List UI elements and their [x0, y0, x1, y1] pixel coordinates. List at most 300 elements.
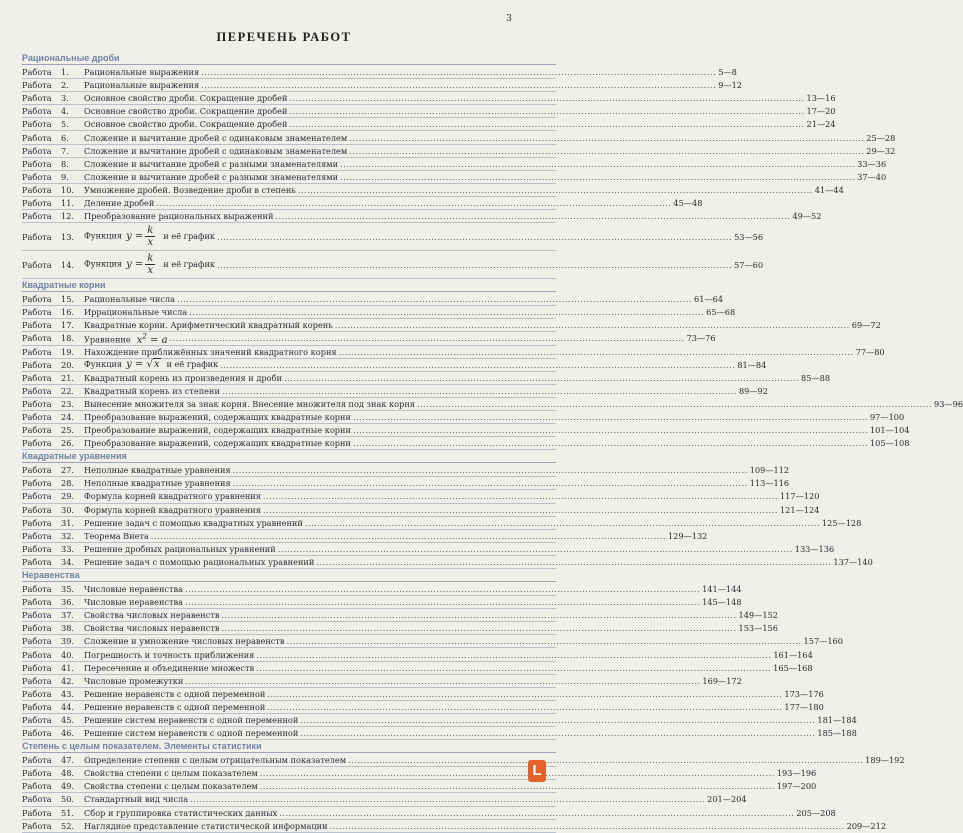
list-item [22, 820, 887, 833]
page-range: 149—152 [738, 610, 778, 621]
work-label: Работа [22, 636, 52, 647]
dot-leader [349, 145, 864, 157]
work-label: Работа [22, 359, 52, 370]
list-item [22, 118, 836, 131]
page-range: 9—12 [718, 80, 743, 91]
work-number [22, 398, 84, 410]
work-topic [84, 754, 346, 766]
work-index: 48. [61, 768, 75, 779]
work-topic-suffix: и её график [166, 359, 219, 370]
work-topic-text: Погрешность и точность приближения [84, 649, 255, 660]
work-index: 22. [61, 385, 75, 396]
radicand: x [153, 359, 160, 371]
list-item [22, 251, 764, 279]
page-range: 105—108 [869, 438, 910, 449]
work-number [22, 754, 84, 766]
dot-leader [275, 210, 790, 222]
work-label: Работа [22, 714, 52, 725]
work-number [22, 346, 84, 358]
list-item [22, 490, 820, 503]
list-item [22, 210, 822, 223]
work-topic [84, 184, 296, 196]
work-index: 34. [61, 556, 75, 567]
dot-leader [201, 66, 716, 78]
page-range: 41—44 [814, 184, 844, 195]
formula [126, 253, 157, 276]
work-label: Работа [22, 556, 52, 567]
dot-leader [222, 385, 737, 397]
work-topic [84, 437, 351, 449]
work-index: 17. [61, 320, 75, 331]
page-range: 17—20 [806, 106, 836, 117]
work-label: Работа [22, 755, 52, 766]
work-topic-text: Решение неравенств с одной переменной [84, 701, 266, 712]
page-range: 85—88 [801, 372, 831, 383]
dot-leader [417, 398, 932, 410]
list-item [22, 131, 896, 144]
list-item [22, 517, 862, 530]
work-number [22, 197, 84, 209]
work-number [22, 820, 84, 832]
page-range: 193—196 [776, 768, 817, 779]
work-topic [84, 118, 287, 130]
list-item [22, 79, 743, 92]
work-topic-text: Уравнение [84, 334, 131, 345]
list-item [22, 332, 716, 346]
page-range: 161—164 [773, 649, 813, 660]
work-label: Работа [22, 145, 52, 156]
work-topic [84, 583, 183, 595]
work-index: 41. [61, 662, 75, 673]
work-index: 46. [61, 728, 75, 739]
work-topic [84, 490, 261, 502]
work-topic-text: Квадратный корень из степени [84, 385, 220, 396]
work-index: 39. [61, 636, 75, 647]
work-topic [84, 424, 351, 436]
work-index: 2. [61, 80, 69, 91]
dot-leader [217, 259, 732, 271]
work-label: Работа [22, 584, 52, 595]
list-item [22, 543, 835, 556]
page-range: 45—48 [673, 197, 703, 208]
work-number [22, 210, 84, 222]
page-range: 137—140 [833, 556, 873, 567]
list-item [22, 158, 887, 171]
dot-leader [256, 662, 771, 674]
dot-leader [340, 158, 855, 170]
dot-leader [217, 231, 732, 243]
list-item [22, 385, 768, 398]
work-topic-text: Неполные квадратные уравнения [84, 465, 231, 476]
page-range: 209—212 [846, 820, 887, 831]
work-topic-text: Свойства числовых неравенств [84, 623, 220, 634]
work-topic [84, 293, 175, 305]
page-range: 201—204 [707, 794, 747, 805]
work-label: Работа [22, 412, 52, 423]
page-range: 157—160 [803, 636, 843, 647]
work-index: 42. [61, 675, 75, 686]
list-item [22, 197, 703, 210]
work-topic-text: Функция [84, 258, 123, 269]
work-label: Работа [22, 820, 52, 831]
formula-lhs: y = [126, 359, 144, 371]
work-index: 47. [61, 755, 75, 766]
page-range: 133—136 [794, 543, 835, 554]
fraction-denominator: x [147, 237, 154, 249]
work-index: 44. [61, 701, 75, 712]
work-index: 31. [61, 517, 75, 528]
work-topic-text: Вынесение множителя за знак корня. Внесение множителя под знак корня [84, 398, 415, 409]
work-topic [84, 530, 149, 542]
work-number [22, 118, 84, 130]
dot-leader [177, 293, 692, 305]
dot-leader [267, 701, 782, 713]
list-item [22, 596, 742, 609]
work-label: Работа [22, 688, 52, 699]
work-label: Работа [22, 794, 52, 805]
work-number [22, 688, 84, 700]
list-item [22, 648, 813, 661]
dot-leader [263, 504, 778, 516]
work-topic [84, 306, 187, 318]
page-range: 189—192 [865, 755, 905, 766]
list-item [22, 609, 778, 622]
page-range: 125—128 [821, 517, 862, 528]
work-label: Работа [22, 171, 52, 182]
work-topic-text: Нахождение приближённых значений квадратного корня [84, 346, 337, 357]
work-number [22, 332, 84, 344]
work-number [22, 517, 84, 529]
work-number [22, 543, 84, 555]
work-number [22, 622, 84, 634]
work-topic [84, 609, 219, 621]
work-label: Работа [22, 530, 52, 541]
page-range: 185—188 [817, 728, 857, 739]
fraction-numerator: k [147, 253, 154, 265]
work-topic [84, 79, 199, 91]
dot-leader [349, 132, 864, 144]
work-topic-text: Умножение дробей. Возведение дроби в степень [84, 184, 296, 195]
section-title: Неравенства [22, 569, 556, 582]
list-item [22, 754, 905, 767]
work-label: Работа [22, 597, 52, 608]
work-topic [84, 145, 347, 157]
section-title: Рациональные дроби [22, 52, 556, 65]
work-label: Работа [22, 67, 52, 78]
work-number [22, 793, 84, 805]
work-topic-text: Основное свойство дроби. Сокращение дробей [84, 106, 288, 117]
radical-sign: √ [146, 359, 153, 371]
work-topic-text: Деление дробей [84, 197, 155, 208]
page-range: 141—144 [702, 584, 742, 595]
work-topic [84, 543, 276, 555]
dot-leader [221, 609, 736, 621]
work-topic [84, 464, 231, 476]
dot-leader [330, 820, 845, 832]
work-index: 37. [61, 610, 75, 621]
list-item [22, 398, 963, 411]
work-label: Работа [22, 106, 52, 117]
work-number [22, 231, 84, 243]
work-index: 6. [61, 132, 69, 143]
dot-leader [151, 530, 666, 542]
list-item [22, 145, 896, 158]
work-topic [84, 556, 314, 568]
work-topic-text: Рациональные числа [84, 294, 175, 305]
work-index: 4. [61, 106, 69, 117]
work-index: 51. [61, 807, 75, 818]
work-topic [84, 649, 254, 661]
work-topic [84, 105, 287, 117]
work-index: 20. [61, 359, 75, 370]
work-topic-text: Преобразование выражений, содержащих квадратные корни [84, 438, 351, 449]
page-range: 93—96 [934, 398, 963, 409]
page-range: 169—172 [702, 675, 742, 686]
work-label: Работа [22, 807, 52, 818]
list-item [22, 662, 813, 675]
page-corner-mark: 3 [506, 14, 512, 24]
work-label: Работа [22, 465, 52, 476]
work-topic-text: Преобразование рациональных выражений [84, 211, 274, 222]
work-number [22, 727, 84, 739]
list-item [22, 359, 767, 372]
work-number [22, 583, 84, 595]
formula-base: x [136, 334, 143, 346]
work-label: Работа [22, 119, 52, 130]
page-range: 145—148 [702, 597, 742, 608]
work-topic-text: Свойства степени с целым показателем [84, 781, 258, 792]
list-item [22, 780, 817, 793]
work-number [22, 66, 84, 78]
work-index: 52. [61, 820, 75, 831]
fraction-numerator: k [147, 225, 154, 237]
page-range: 113—116 [749, 478, 790, 489]
work-index: 19. [61, 346, 75, 357]
list-item [22, 727, 857, 740]
work-topic-text: Сложение и умножение числовых неравенств [84, 636, 285, 647]
work-label: Работа [22, 398, 52, 409]
work-label: Работа [22, 80, 52, 91]
work-topic-text: Основное свойство дроби. Сокращение дробей [84, 119, 288, 130]
work-number [22, 79, 84, 91]
work-number [22, 767, 84, 779]
list-item [22, 372, 831, 385]
work-index: 45. [61, 714, 75, 725]
work-number [22, 477, 84, 489]
dot-leader [263, 490, 778, 502]
work-topic-text: Решение задач с помощью квадратных уравнений [84, 517, 303, 528]
work-number [22, 105, 84, 117]
work-number [22, 171, 84, 183]
formula [126, 359, 160, 370]
work-topic-text: Числовые неравенства [84, 584, 184, 595]
work-topic-text: Пересечение и объединение множеств [84, 662, 255, 673]
work-label: Работа [22, 333, 52, 344]
work-index: 43. [61, 688, 75, 699]
work-topic-text: Иррациональные числа [84, 307, 188, 318]
work-label: Работа [22, 675, 52, 686]
work-number [22, 424, 84, 436]
dot-leader [300, 727, 815, 739]
list-item [22, 464, 790, 477]
work-number [22, 596, 84, 608]
work-topic [84, 635, 285, 647]
work-topic [84, 210, 273, 222]
work-topic [84, 372, 282, 384]
dot-leader [185, 596, 700, 608]
page-title: ПЕРЕЧЕНЬ РАБОТ [216, 30, 352, 44]
work-number [22, 293, 84, 305]
dot-leader [316, 556, 831, 568]
page-range: 49—52 [792, 211, 822, 222]
work-label: Работа [22, 346, 52, 357]
work-number [22, 556, 84, 568]
page-range: 129—132 [667, 530, 708, 541]
page-range: 33—36 [857, 158, 887, 169]
work-topic [84, 411, 351, 423]
work-index: 23. [61, 398, 75, 409]
page-range: 97—100 [869, 412, 905, 423]
work-number [22, 145, 84, 157]
work-topic [84, 504, 261, 516]
page-range: 25—28 [866, 132, 896, 143]
list-item [22, 105, 836, 118]
work-number [22, 92, 84, 104]
work-topic-suffix: и её график [163, 258, 216, 269]
work-topic [84, 793, 188, 805]
work-topic [84, 820, 328, 832]
work-number [22, 306, 84, 318]
dot-leader [170, 332, 685, 344]
page-range: 153—156 [738, 623, 778, 634]
page-range: 21—24 [806, 119, 836, 130]
work-topic-text: Свойства числовых неравенств [84, 610, 220, 621]
work-topic-text: Решение систем неравенств с одной переменной [84, 714, 299, 725]
formula-fraction [145, 253, 155, 276]
work-index: 18. [61, 333, 75, 344]
work-label: Работа [22, 623, 52, 634]
work-topic [84, 477, 231, 489]
work-number [22, 437, 84, 449]
list-item [22, 556, 873, 569]
dot-leader [353, 424, 868, 436]
formula-rest: = a [146, 334, 168, 346]
list-item [22, 223, 764, 251]
dot-leader [348, 754, 863, 766]
list-item [22, 635, 843, 648]
page-range: 53—56 [734, 231, 764, 242]
page-range: 121—124 [779, 504, 820, 515]
formula-fraction [145, 225, 155, 248]
work-label: Работа [22, 662, 52, 673]
work-index: 27. [61, 465, 75, 476]
list-item [22, 675, 742, 688]
work-number [22, 780, 84, 792]
work-index: 29. [61, 491, 75, 502]
page-range: 177—180 [784, 701, 824, 712]
work-index: 3. [61, 93, 69, 104]
list-item [22, 477, 790, 490]
work-topic-text: Функция [84, 359, 123, 370]
work-label: Работа [22, 307, 52, 318]
dot-leader [267, 688, 782, 700]
formula-exponent: 2 [142, 332, 147, 341]
work-topic [84, 714, 298, 726]
work-topic [84, 385, 220, 397]
work-index: 10. [61, 184, 75, 195]
work-index: 12. [61, 211, 75, 222]
work-topic-text: Решение систем неравенств с одной переменной [84, 728, 299, 739]
work-index: 1. [61, 67, 69, 78]
page-range: 205—208 [796, 807, 836, 818]
work-index: 36. [61, 597, 75, 608]
work-label: Работа [22, 701, 52, 712]
page-range: 61—64 [694, 294, 724, 305]
work-topic [84, 807, 277, 819]
page-range: 81—84 [737, 359, 767, 370]
section-title: Квадратные уравнения [22, 450, 556, 463]
work-topic [84, 346, 337, 358]
formula [136, 332, 168, 346]
work-label: Работа [22, 610, 52, 621]
work-topic [84, 158, 338, 170]
work-index: 26. [61, 438, 75, 449]
work-topic-text: Стандартный вид числа [84, 794, 189, 805]
list-item [22, 767, 817, 780]
page-range: 73—76 [686, 333, 716, 344]
dot-leader [260, 780, 775, 792]
work-topic-text: Основное свойство дроби. Сокращение дробей [84, 93, 288, 104]
work-topic [84, 197, 154, 209]
list-item [22, 184, 844, 197]
work-topic-text: Рациональные выражения [84, 67, 200, 78]
work-topic [84, 92, 287, 104]
work-topic-text: Определение степени с целым отрицательным показателем [84, 755, 347, 766]
work-topic [84, 66, 199, 78]
list-item [22, 346, 885, 359]
work-index: 33. [61, 543, 75, 554]
dot-leader [305, 517, 820, 529]
list-item [22, 793, 747, 806]
dot-leader [335, 319, 850, 331]
work-index: 50. [61, 794, 75, 805]
work-index: 24. [61, 412, 75, 423]
work-topic-text: Неполные квадратные уравнения [84, 478, 231, 489]
work-index: 9. [61, 171, 69, 182]
list-item [22, 66, 737, 79]
dot-leader [284, 372, 799, 384]
list-item [22, 424, 910, 437]
work-topic [84, 517, 303, 529]
work-index: 21. [61, 372, 75, 383]
dot-leader [339, 346, 854, 358]
list-item [22, 293, 724, 306]
dot-leader [185, 583, 700, 595]
dot-leader [220, 359, 735, 371]
work-topic-text: Числовые промежутки [84, 675, 184, 686]
formula [126, 225, 157, 248]
work-index: 32. [61, 530, 75, 541]
work-label: Работа [22, 158, 52, 169]
page-range: 173—176 [784, 688, 824, 699]
work-topic-text: Сложение и вычитание дробей с одинаковым знаменателем [84, 132, 348, 143]
work-label: Работа [22, 385, 52, 396]
fraction-denominator: x [147, 265, 154, 277]
dot-leader [353, 437, 868, 449]
dot-leader [289, 105, 804, 117]
work-label: Работа [22, 728, 52, 739]
work-label: Работа [22, 211, 52, 222]
